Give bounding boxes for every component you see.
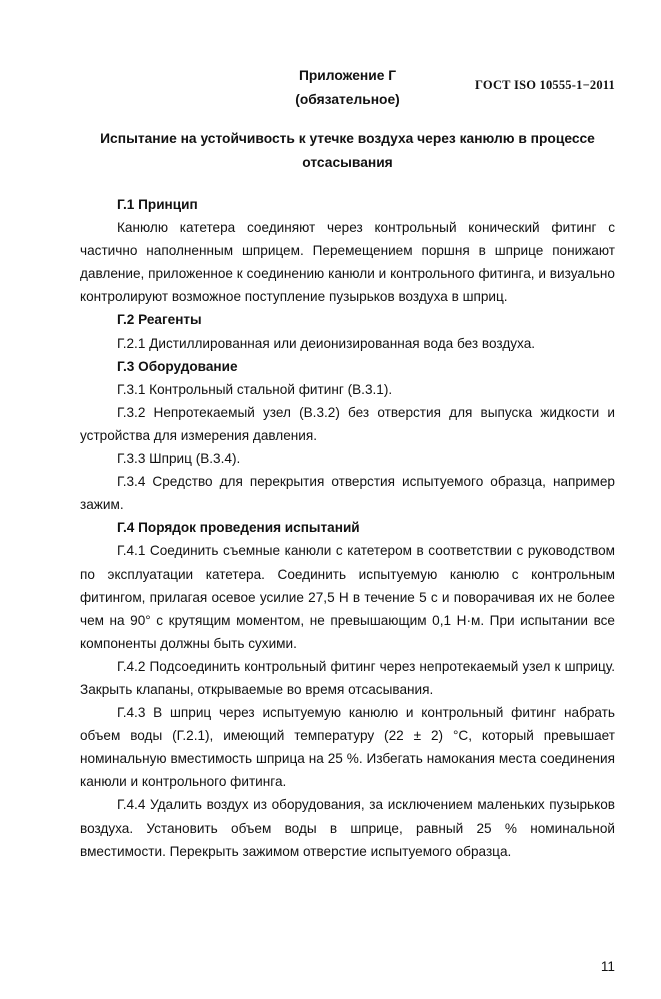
- equipment-item: Г.3.4 Средство для перекрытия отверстия испытуемого образца, например зажим.: [80, 474, 615, 513]
- section-heading-reagents: Г.2 Реагенты: [117, 312, 202, 328]
- equipment-item: Г.3.1 Контрольный стальной фитинг (В.3.1).: [117, 381, 393, 397]
- procedure-step: Г.4.2 Подсоединить контрольный фитинг через непротекаемый узел к шприцу. Закрыть клапаны, открываемые во время отсасывания.: [80, 658, 615, 697]
- reagents-item: Г.2.1 Дистиллированная или деионизированная вода без воздуха.: [117, 335, 536, 351]
- section-heading-equipment: Г.3 Оборудование: [117, 358, 238, 374]
- standard-code-header: ГОСТ ISO 10555-1−2011: [475, 78, 615, 92]
- section-heading-procedure: Г.4 Порядок проведения испытаний: [117, 520, 360, 536]
- page-number: 11: [600, 959, 615, 974]
- appendix-title: Испытание на устойчивость к утечке воздуха через канюлю в процессе отсасывания: [100, 131, 595, 170]
- section-heading-principle: Г.1 Принцип: [117, 197, 198, 212]
- procedure-step: Г.4.3 В шприц через испытуемую канюлю и контрольный фитинг набрать объем воды (Г.2.1), имеющий температуру (22 ± 2) °С, который превышает номинальную вместимость шприца на 25 %. Избегать намокания места соединения канюли и контрольного фитинга.: [80, 705, 615, 790]
- appendix-status: (обязательное): [295, 92, 400, 107]
- document-body: [80, 193, 615, 863]
- document-page: [0, 64, 661, 999]
- appendix-label: Приложение Г: [298, 68, 397, 83]
- equipment-item: Г.3.3 Шприц (В.3.4).: [117, 451, 241, 467]
- principle-paragraph: Канюлю катетера соединяют через контрольный конический фитинг с частично наполненным шприцем. Перемещением поршня в шприце понижают давление, приложенное к соединению канюли и контрольного фитинга, и визуально контролируют возможное поступление пузырьков воздуха в шприц.: [80, 220, 615, 305]
- equipment-item: Г.3.2 Непротекаемый узел (В.3.2) без отверстия для выпуска жидкости и устройства для измерения давления.: [80, 404, 615, 443]
- procedure-step: Г.4.4 Удалить воздух из оборудования, за исключением маленьких пузырьков воздуха. Установить объем воды в шприце, равный 25 % номинальной вместимости. Перекрыть зажимом отверстие испытуемого образца.: [80, 797, 615, 859]
- procedure-step: Г.4.1 Соединить съемные канюли с катетером в соответствии с руководством по эксплуатации катетера. Соединить испытуемую канюлю с контрольным фитингом, прилагая осевое усилие 27,5 Н в течение 5 с и поворачивая их не более чем на 90° с крутящим моментом, не превышающим 0,1 Н·м. При испытании все компоненты должны быть сухими.: [80, 543, 615, 651]
